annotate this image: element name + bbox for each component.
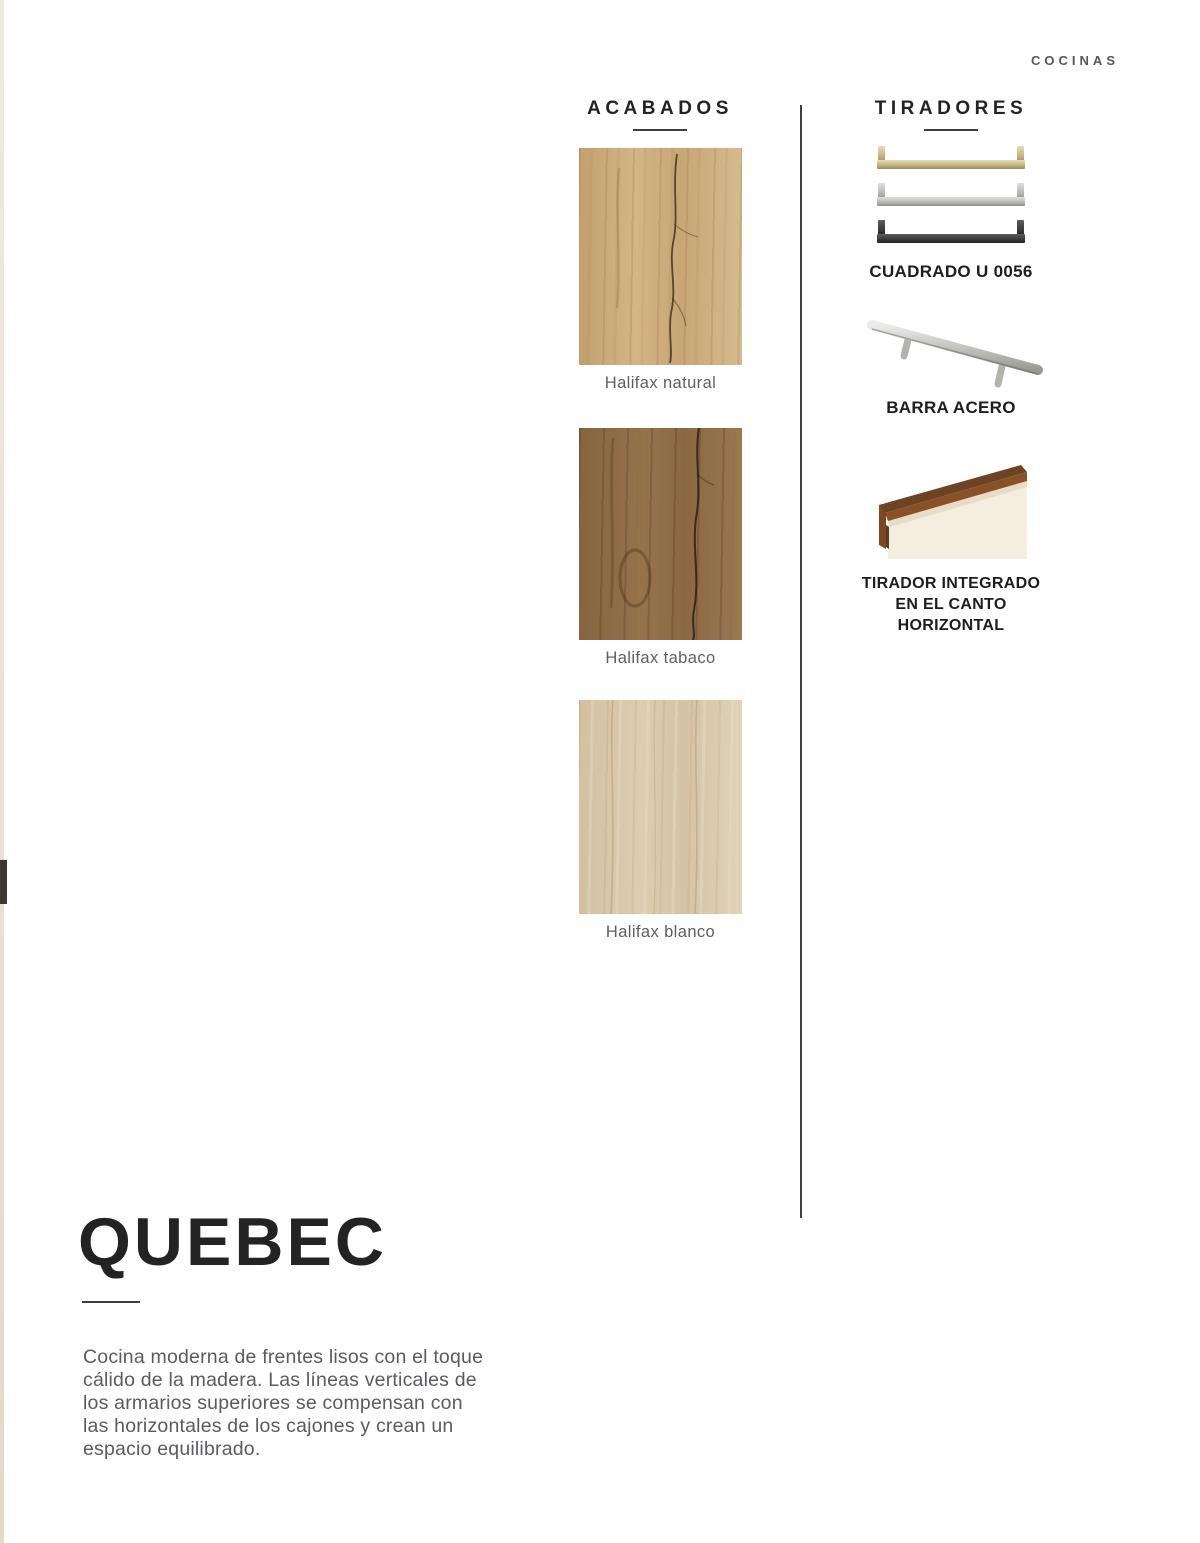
cuadrado-u-handle-gold	[877, 146, 1025, 169]
finish-label: Halifax tabaco	[605, 649, 716, 667]
halifax-natural-swatch	[579, 148, 742, 365]
tirador-integrado-image	[875, 455, 1035, 561]
heading-rule	[924, 129, 978, 131]
wood-crack-graphic	[579, 148, 742, 365]
handle-label-line: HORIZONTAL	[897, 616, 1005, 634]
brand-label: COCINAS	[1031, 53, 1119, 68]
finish-label: Halifax blanco	[605, 923, 716, 941]
halifax-blanco-swatch	[579, 700, 742, 914]
product-title: QUEBEC	[78, 1204, 387, 1280]
heading-rule	[633, 129, 687, 131]
handle-label-integrado	[846, 574, 1056, 636]
barra-acero-handle-image	[862, 306, 1048, 392]
finish-item-halifax-tabaco	[579, 428, 742, 668]
handle-label-barra: BARRA ACERO	[886, 398, 1016, 417]
finishes-heading	[560, 98, 760, 131]
page-edge-artifact	[0, 0, 4, 1543]
page-edge-mark	[0, 860, 7, 904]
handles-heading	[851, 98, 1051, 131]
finishes-heading-text: ACABADOS	[587, 98, 733, 119]
cuadrado-u-handle-black	[877, 220, 1025, 243]
handle-label-line: TIRADOR INTEGRADO	[861, 575, 1041, 592]
cuadrado-u-handle-images	[877, 146, 1027, 257]
finish-item-halifax-blanco	[579, 700, 742, 942]
wood-grain-graphic	[579, 700, 742, 914]
finish-item-halifax-natural	[579, 148, 742, 393]
wood-crack-graphic	[579, 428, 742, 640]
handles-heading-text: TIRADORES	[874, 98, 1028, 119]
product-description: Cocina moderna de frentes lisos con el toque cálido de la madera. Las líneas verticales de los armarios superiores se compensan con las horizontales de los cajones y crean un espacio equilibrado.	[83, 1345, 484, 1460]
column-divider	[800, 105, 802, 1218]
handle-label-cuadrado: CUADRADO U 0056	[869, 262, 1033, 281]
cuadrado-u-handle-steel	[877, 183, 1025, 206]
title-rule	[82, 1301, 140, 1303]
handle-label-line: EN EL CANTO	[895, 595, 1007, 613]
finish-label: Halifax natural	[604, 374, 717, 392]
halifax-tabaco-swatch	[579, 428, 742, 640]
